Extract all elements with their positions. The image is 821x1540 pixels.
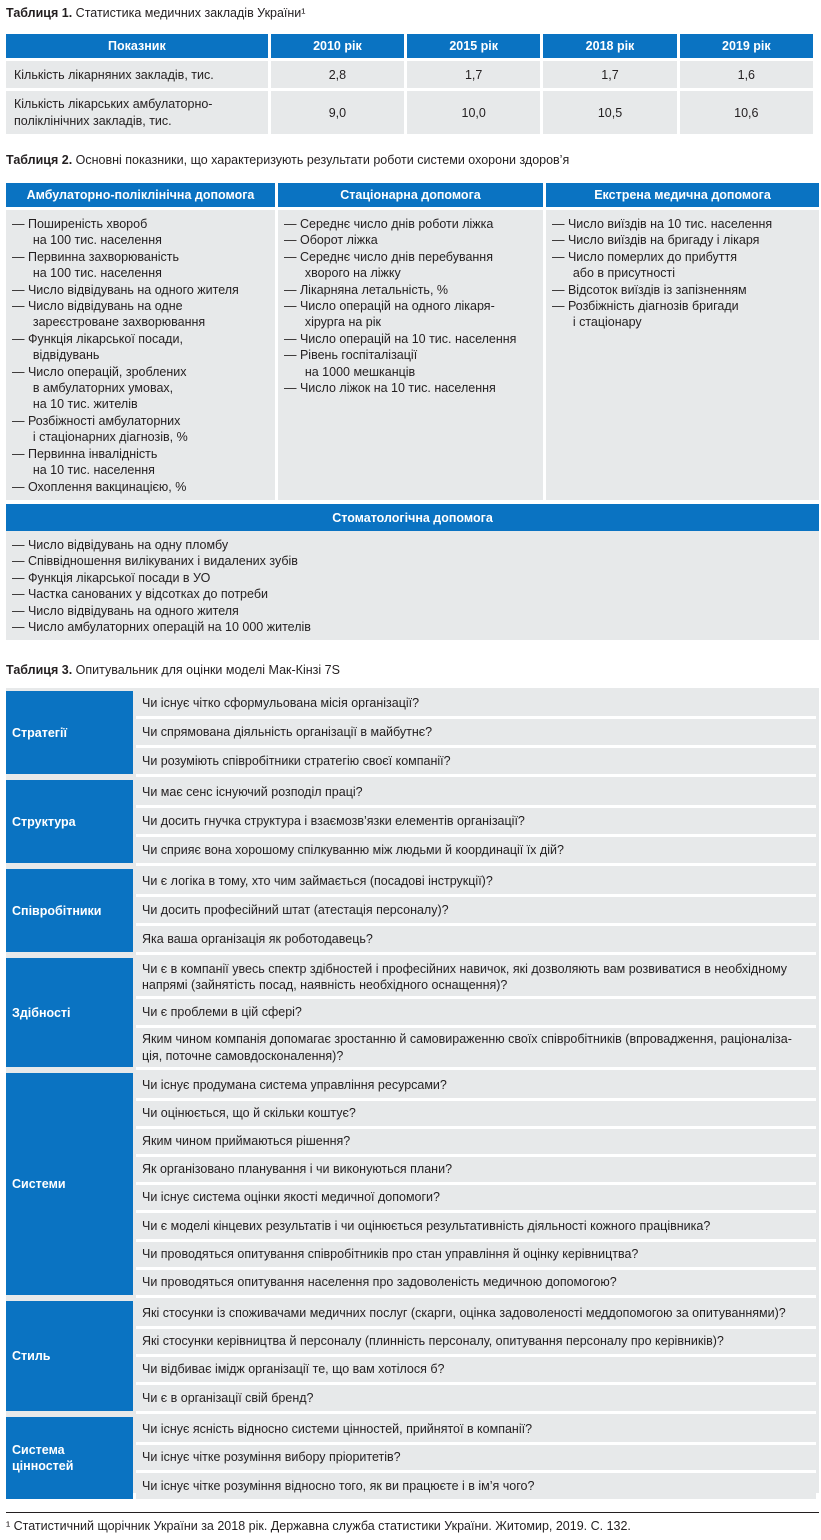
question-cell: Яка ваша організація як роботодавець? <box>136 926 816 952</box>
table1-header: 2019 рік <box>680 34 813 58</box>
table2-column-dental <box>6 531 819 640</box>
cell-value: 1,7 <box>407 61 540 88</box>
question-cell: Чи є моделі кінцевих результатів і чи оцінюється результативність діяльності кожного працівника? <box>136 1213 816 1239</box>
question-cell: Чи існує ясність відносно системи цінностей, прийнятої в компанії? <box>136 1417 816 1442</box>
table2-column-inpatient <box>278 210 543 500</box>
list-item: — Число ліжок на 10 тис. населення <box>284 381 496 396</box>
footnote-divider <box>6 1512 819 1513</box>
list-item: — Співвідношення вилікуваних і видалених зубів <box>12 554 298 569</box>
table2-column-emergency <box>546 210 819 500</box>
footnote: ¹ Статистичний щорічник України за 2018 рік. Державна служба статистики України. Житомир, 2019. С. 132. <box>6 1519 631 1533</box>
table3-caption-label: Таблиця 3. <box>6 663 73 677</box>
table1-header: 2010 рік <box>271 34 404 58</box>
cell-value: 10,5 <box>543 91 676 134</box>
table2-header-ambulatory: Амбулаторно-поліклінічна допомога <box>6 183 275 207</box>
question-cell: Як організовано планування і чи виконуються плани? <box>136 1157 816 1182</box>
list-item: — Число виїздів на 10 тис. населення <box>552 217 773 231</box>
list-item: — Число відвідувань на одного жителя <box>12 603 239 618</box>
table1 <box>3 31 816 137</box>
list-item: на 100 тис. населення <box>12 233 162 248</box>
table2-caption-label: Таблиця 2. <box>6 153 73 167</box>
question-cell: Чи існує система оцінки якості медичної допомоги? <box>136 1185 816 1210</box>
question-cell: Чи існує чітке розуміння відносно того, як ви працюєте і в ім’я чого? <box>136 1473 816 1499</box>
table2-column-ambulatory <box>6 210 275 500</box>
table-row <box>6 61 813 88</box>
list-item: — Середнє число днів роботи ліжка <box>284 217 494 231</box>
question-cell: Чи є логіка в тому, хто чим займається (посадові інструкції)? <box>136 869 816 894</box>
question-cell: Яким чином компанія допомагає зростанню й самовираженню своїх співробітників (впровадження, раціоналіза-ція, поточне самовдосконалення)? <box>136 1028 816 1067</box>
list-item: — Число операцій на одного лікаря- <box>284 299 495 314</box>
list-item: — Поширеність хвороб <box>12 217 148 231</box>
list-item: і стаціонарних діагнозів, % <box>12 430 188 445</box>
question-cell: Чи є в компанії увесь спектр здібностей і професійних навичок, які дозволяють вам розвиватися в необхідному напрямі (зайнятість посад, наявність необхідного оснащення)? <box>136 958 816 996</box>
table2-header-emergency: Екстрена медична допомога <box>546 183 819 207</box>
category-cell: Системи <box>6 1073 133 1295</box>
list-item: в амбулаторних умовах, <box>12 381 174 396</box>
question-cell: Чи відбиває імідж організації те, що вам хотілося б? <box>136 1357 816 1382</box>
list-item: — Число відвідувань на одне <box>12 299 183 314</box>
table1-header: 2018 рік <box>543 34 676 58</box>
list-item: — Число померлих до прибуття <box>552 249 737 264</box>
row-label: Кількість лікарських амбулаторно- поліклінічних закладів, тис. <box>6 91 268 134</box>
table1-caption-text: Статистика медичних закладів України¹ <box>75 6 306 20</box>
table1-caption <box>6 6 305 20</box>
table3-caption <box>6 663 340 677</box>
question-cell: Чи існує продумана система управління ресурсами? <box>136 1073 816 1098</box>
cell-value: 10,6 <box>680 91 813 134</box>
list-item: — Первинна інвалідність <box>12 446 158 461</box>
question-cell: Чи розуміють співробітники стратегію своєї компанії? <box>136 748 816 774</box>
table2-caption <box>6 153 569 167</box>
list-item: або в присутності <box>552 266 676 281</box>
category-cell: Стиль <box>6 1301 133 1411</box>
list-item: відвідувань <box>12 348 100 363</box>
list-item: — Число амбулаторних операцій на 10 000 жителів <box>12 620 311 635</box>
question-cell: Які стосунки із споживачами медичних послуг (скарги, оцінка задоволеності меддопомогою за опитуваннями)? <box>136 1301 816 1326</box>
question-cell: Чи проводяться опитування співробітників про стан управління й оцінку керівництва? <box>136 1242 816 1267</box>
list-item: — Відсоток виїздів із запізненням <box>552 282 747 297</box>
table2-header-dental: Стоматологічна допомога <box>6 504 819 531</box>
question-cell: Чи є в організації свій бренд? <box>136 1385 816 1411</box>
question-cell: Чи досить гнучка структура і взаємозв’язки елементів організації? <box>136 808 816 834</box>
list-item: — Розбіжності амбулаторних <box>12 413 181 428</box>
list-item: хірурга на рік <box>284 315 381 330</box>
cell-value: 1,7 <box>543 61 676 88</box>
list-item: — Охоплення вакцинацією, % <box>12 479 187 494</box>
question-cell: Чи оцінюється, що й скільки коштує? <box>136 1101 816 1126</box>
list-item: на 10 тис. населення <box>12 463 155 478</box>
table2-header-inpatient: Стаціонарна допомога <box>278 183 543 207</box>
list-item: — Число операцій, зроблених <box>12 364 187 379</box>
table2-caption-text: Основні показники, що характеризують результати роботи системи охорони здоров’я <box>75 153 570 167</box>
question-cell: Чи має сенс існуючий розподіл праці? <box>136 780 816 805</box>
question-cell: Чи спрямована діяльність організації в майбутнє? <box>136 719 816 745</box>
list-item: — Число операцій на 10 тис. населення <box>284 331 517 346</box>
list-item: — Первинна захворюваність <box>12 249 180 264</box>
cell-value: 10,0 <box>407 91 540 134</box>
list-item: — Частка санованих у відсотках до потреби <box>12 587 268 602</box>
list-item: і стаціонару <box>552 315 642 330</box>
row-label: Кількість лікарняних закладів, тис. <box>6 61 268 88</box>
list-item: зареєстроване захворювання <box>12 315 206 330</box>
list-item: на 100 тис. населення <box>12 266 162 281</box>
list-item: — Оборот ліжка <box>284 233 378 248</box>
category-cell: Структура <box>6 780 133 863</box>
list-item: на 10 тис. жителів <box>12 397 138 412</box>
table3-caption-text: Опитувальник для оцінки моделі Мак-Кінзі 7S <box>75 663 340 677</box>
list-item: — Число виїздів на бригаду і лікаря <box>552 233 760 248</box>
table1-header-row <box>6 34 813 58</box>
cell-value: 2,8 <box>271 61 404 88</box>
category-cell: Здібності <box>6 958 133 1067</box>
table-row <box>6 91 813 134</box>
list-item: — Функція лікарської посади, <box>12 331 183 346</box>
category-cell: Система цінностей <box>6 1417 133 1499</box>
category-cell: Співробітники <box>6 869 133 952</box>
cell-value: 9,0 <box>271 91 404 134</box>
question-cell: Чи існує чітко сформульована місія організації? <box>136 691 816 716</box>
table1-header: Показник <box>6 34 268 58</box>
list-item: — Число відвідувань на одну пломбу <box>12 538 229 552</box>
list-item: — Лікарняна летальність, % <box>284 282 449 297</box>
table1-header: 2015 рік <box>407 34 540 58</box>
question-cell: Чи є проблеми в цій сфері? <box>136 999 816 1025</box>
question-cell: Які стосунки керівництва й персоналу (плинність персоналу, опитування персоналу про керівників)? <box>136 1329 816 1354</box>
list-item: — Число відвідувань на одного жителя <box>12 282 239 297</box>
list-item: хворого на ліжку <box>284 266 401 281</box>
question-cell: Яким чином приймаються рішення? <box>136 1129 816 1154</box>
list-item: — Середнє число днів перебування <box>284 249 493 264</box>
category-cell: Стратегії <box>6 691 133 774</box>
list-item: на 1000 мешканців <box>284 364 416 379</box>
cell-value: 1,6 <box>680 61 813 88</box>
list-item: — Функція лікарської посади в УО <box>12 570 211 585</box>
question-cell: Чи досить професійний штат (атестація персоналу)? <box>136 897 816 923</box>
question-cell: Чи існує чітке розуміння вибору пріоритетів? <box>136 1445 816 1470</box>
question-cell: Чи проводяться опитування населення про задоволеність медичною допомогою? <box>136 1270 816 1295</box>
table1-caption-label: Таблиця 1. <box>6 6 73 20</box>
question-cell: Чи сприяє вона хорошому спілкуванню між людьми й координації їх дій? <box>136 837 816 863</box>
list-item: — Розбіжність діагнозів бригади <box>552 299 739 314</box>
list-item: — Рівень госпіталізації <box>284 348 418 363</box>
